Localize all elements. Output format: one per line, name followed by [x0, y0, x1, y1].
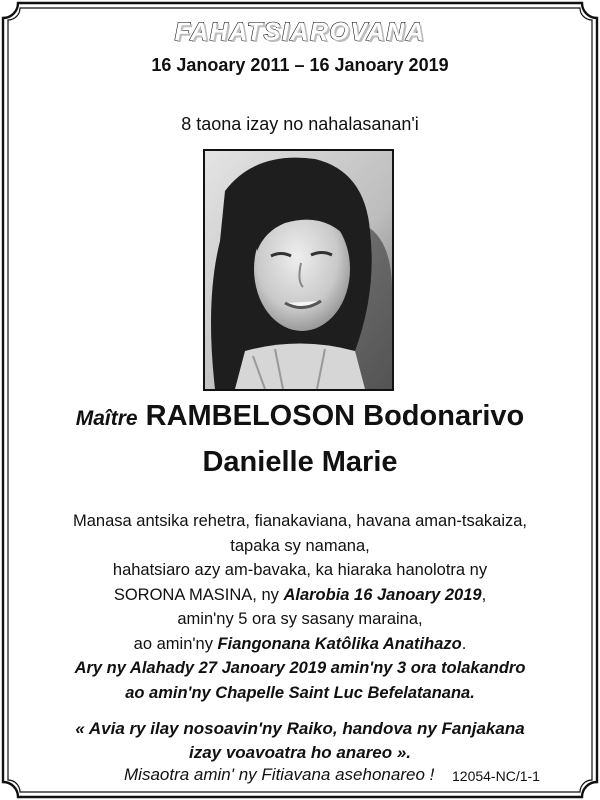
honorific: Maître — [75, 407, 138, 430]
portrait-image — [205, 151, 392, 389]
notice-dates: 16 Janoary 2011 – 16 Janoary 2019 — [151, 55, 449, 75]
body-line-mass-date — [30, 583, 570, 608]
body-line: amin'ny 5 ora sy sasany maraina, — [177, 610, 423, 628]
second-service-line: Ary ny Alahady 27 Janoary 2019 amin'ny 3 ora tolakandro — [74, 659, 526, 677]
body-text-segment: SORONA MASINA, ny — [113, 585, 284, 604]
thanks-line: Misaotra amin' ny Fitiavana asehonareo ! — [124, 765, 435, 784]
mass-date: Alarobia 16 Janoary 2019 — [283, 585, 482, 604]
notice-title: FAHATSIAROVANA — [174, 18, 426, 46]
body-text-segment: . — [461, 634, 467, 653]
scripture-quote — [20, 717, 580, 765]
deceased-name-line1 — [0, 400, 600, 433]
body-line: hahatsiaro azy am-bavaka, ka hiaraka hanolotra ny — [112, 561, 488, 579]
years-since-line: 8 taona izay no nahalasanan'i — [181, 114, 419, 134]
quote-line: « Avia ry ilay nosoavin'ny Raiko, handova ny Fanjakana — [75, 719, 525, 738]
body-line: tapaka sy namana, — [230, 536, 370, 555]
invitation-text — [30, 509, 570, 705]
body-text-segment: ao amin'ny — [133, 634, 218, 653]
second-service-place: ao amin'ny Chapelle Saint Luc Befelatanana. — [125, 683, 475, 702]
deceased-surname: RAMBELOSON Bodonarivo — [145, 400, 525, 432]
church-name: Fiangonana Katôlika Anatihazo — [217, 634, 462, 653]
portrait-photo — [203, 149, 394, 391]
body-text-segment: , — [481, 585, 487, 604]
quote-line: izay voavoatra ho anareo ». — [188, 743, 412, 762]
body-line: Manasa antsika rehetra, fianakaviana, havana aman-tsakaiza, — [72, 512, 528, 530]
reference-code: 12054-NC/1-1 — [452, 768, 540, 784]
body-line-church — [30, 632, 570, 657]
deceased-name-line2: Danielle Marie — [202, 446, 398, 478]
